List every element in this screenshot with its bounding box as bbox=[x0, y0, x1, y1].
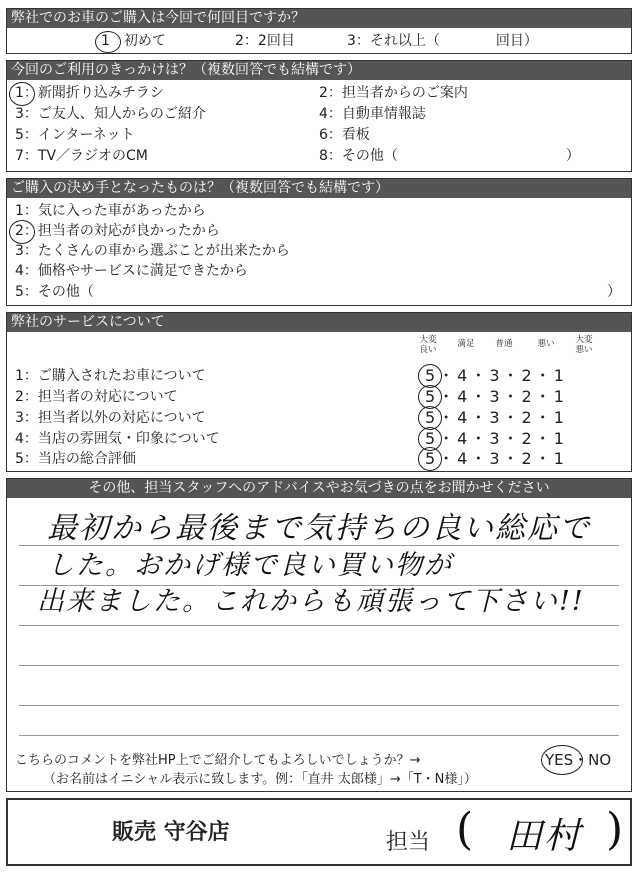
service-item: 5：当店の総合評価 bbox=[15, 451, 136, 467]
decision-header: ご購入の決め手となったものは？（複数回答でも結構です） bbox=[7, 179, 631, 198]
selected-circle bbox=[541, 745, 583, 775]
trigger-header: 今回のご利用のきっかけは？（複数回答でも結構です） bbox=[7, 61, 631, 80]
trigger-item[interactable]: 4：自動車情報誌 bbox=[319, 106, 426, 122]
visits-option-1[interactable]: 1 初めて bbox=[101, 33, 166, 49]
comments-section bbox=[6, 478, 632, 792]
decision-section bbox=[6, 178, 632, 306]
service-item: 2：担当者の対応について bbox=[15, 389, 178, 405]
selected-circle bbox=[9, 82, 35, 106]
scale-label: 満足 bbox=[457, 339, 475, 349]
rating-scale[interactable]: 5・4・3・2・1 bbox=[425, 429, 567, 448]
decision-item[interactable]: 3：たくさんの車から選ぶことが出来たから bbox=[15, 243, 290, 259]
paren-close: ) bbox=[606, 804, 626, 855]
trigger-item[interactable]: 1：新聞折り込みチラシ bbox=[15, 85, 164, 101]
scale-label: 悪い bbox=[537, 339, 555, 349]
paren-open: ( bbox=[456, 804, 476, 855]
trigger-item[interactable]: 6：看板 bbox=[319, 127, 370, 143]
scale-label: 大変悪い bbox=[575, 335, 593, 355]
trigger-item[interactable]: 3：ご友人、知人からのご紹介 bbox=[15, 106, 206, 122]
store-name: 販売 守谷店 bbox=[112, 820, 230, 845]
writing-line bbox=[19, 735, 619, 736]
rating-scale[interactable]: 5・4・3・2・1 bbox=[425, 408, 567, 427]
visits-option-3[interactable]: 3：それ以上（ 回目） bbox=[347, 33, 538, 49]
writing-line bbox=[19, 625, 619, 626]
writing-line bbox=[19, 665, 619, 666]
trigger-section bbox=[6, 60, 632, 172]
visits-option-2[interactable]: 2：2回目 bbox=[235, 33, 295, 49]
consent-question: こちらのコメントを弊社HP上でご紹介してもよろしいでしょうか？→ bbox=[15, 753, 421, 768]
scale-label: 普通 bbox=[495, 339, 513, 349]
trigger-item[interactable]: 8：その他（ ） bbox=[319, 148, 580, 164]
service-item: 1：ご購入されたお車について bbox=[15, 368, 206, 384]
rating-circle bbox=[418, 447, 442, 471]
service-section bbox=[6, 312, 632, 472]
decision-item[interactable]: 5：その他（ bbox=[15, 284, 94, 300]
rating-scale[interactable]: 5・4・3・2・1 bbox=[425, 449, 567, 468]
consent-options[interactable]: YES・NO bbox=[545, 751, 612, 769]
decision-item[interactable]: 2：担当者の対応が良かったから bbox=[15, 223, 220, 239]
scale-label: 大変良い bbox=[419, 335, 437, 355]
writing-line bbox=[19, 705, 619, 706]
visits-header: 弊社でのお車のご購入は今回で何回目ですか？ bbox=[7, 9, 631, 28]
visits-section bbox=[6, 8, 632, 54]
service-item: 3：担当者以外の対応について bbox=[15, 410, 206, 426]
decision-other-close: ） bbox=[607, 284, 621, 300]
footer-section bbox=[6, 798, 632, 866]
initials-note: （お名前はイニシャル表示に致します。例：「直井 太郎様」→「T・N様」） bbox=[43, 772, 477, 787]
service-item: 4：当店の雰囲気・印象について bbox=[15, 431, 220, 447]
decision-item[interactable]: 4：価格やサービスに満足できたから bbox=[15, 263, 248, 279]
rating-scale[interactable]: 5・4・3・2・1 bbox=[425, 366, 567, 385]
service-header: 弊社のサービスについて bbox=[7, 313, 631, 332]
decision-item[interactable]: 1：気に入った車があったから bbox=[15, 203, 206, 219]
trigger-item[interactable]: 5：インターネット bbox=[15, 127, 135, 143]
handwritten-comment: 出来ました。これからも頑張って下さい!! bbox=[37, 586, 585, 617]
trigger-item[interactable]: 7：TV／ラジオのCM bbox=[15, 148, 148, 164]
trigger-item[interactable]: 2：担当者からのご案内 bbox=[319, 85, 468, 101]
selected-circle bbox=[95, 31, 121, 53]
comments-header: その他、担当スタッフへのアドバイスやお気づきの点をお聞かせください bbox=[7, 479, 631, 498]
rating-scale[interactable]: 5・4・3・2・1 bbox=[425, 387, 567, 406]
handwritten-comment: した。おかげ様で良い買い物が bbox=[47, 550, 453, 581]
staff-name: 田村 bbox=[506, 816, 583, 857]
selected-circle bbox=[9, 220, 35, 244]
handwritten-comment: 最初から最後まで気持ちの良い総応で bbox=[47, 511, 591, 546]
staff-label: 担当 bbox=[386, 830, 431, 855]
